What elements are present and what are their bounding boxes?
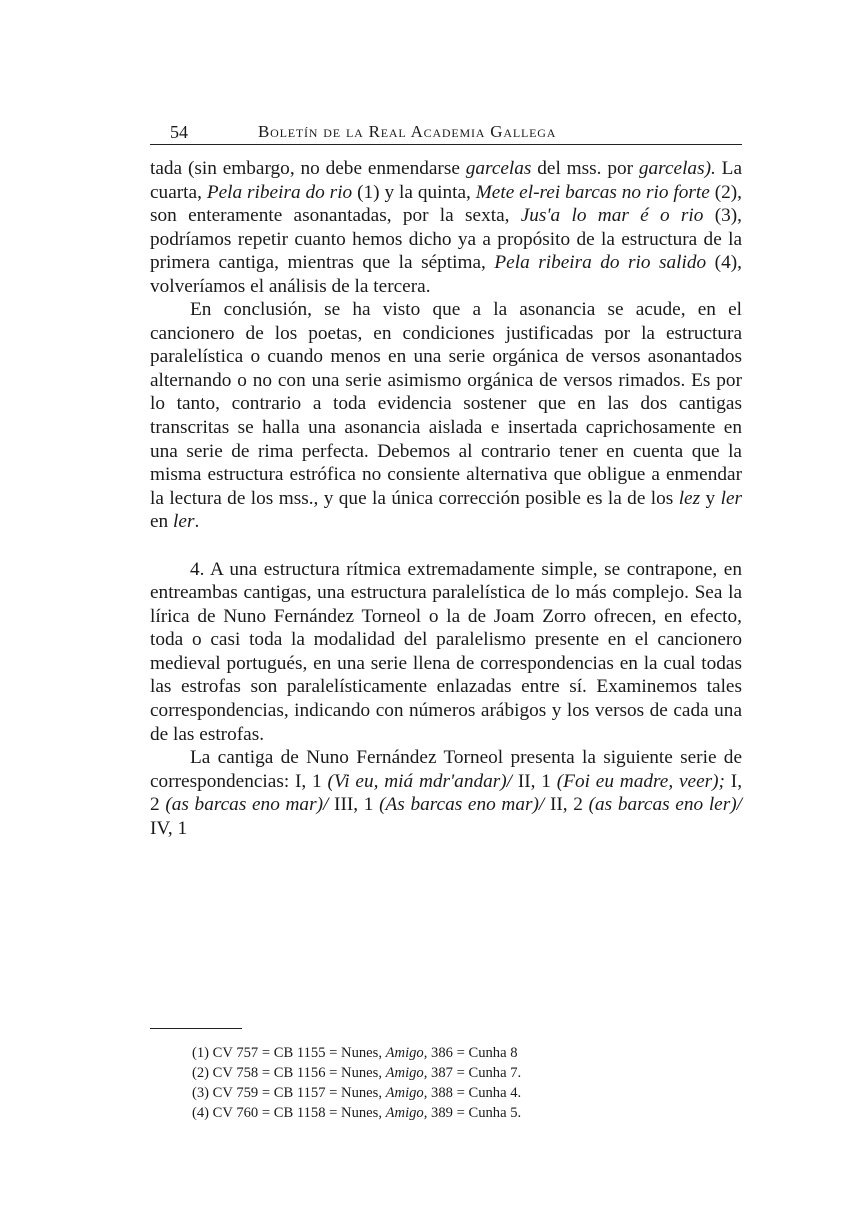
italic-run: (Vi eu, miá mdr'andar)/: [327, 770, 513, 792]
text-run: (4), volveríamos el análisis de la tercera.: [150, 252, 742, 297]
page-body: [150, 157, 742, 840]
italic-run: (as barcas eno mar)/: [165, 794, 329, 816]
running-title: Boletín de la Real Academia Gallega: [258, 122, 557, 141]
text-run: tada (sin embargo, no debe enmendarse: [150, 158, 466, 179]
italic-run: Amigo,: [385, 1065, 428, 1081]
italic-run: ler: [173, 511, 195, 533]
text-run: I, 2: [150, 770, 743, 816]
text-run: II, 1: [512, 770, 557, 792]
text-run: (3), podríamos repetir cuanto hemos dicho ya a propósito de la estructura de la primera cantiga, mientras que la séptima,: [150, 205, 742, 274]
text-run: II, 2: [544, 794, 589, 816]
italic-run: garcelas).: [638, 158, 716, 179]
italic-run: Pela ribeira do rio salido: [494, 252, 707, 274]
paragraph-3: 4. A una estructura rítmica extremadamente simple, se contrapone, en entreambas cantigas, una estructura paralelística de lo más complejo. Sea la lírica de Nuno Fernández Torneol o la de Joam Zorro ofrecen, en efecto, toda o casi toda la modalidad del paralelismo presente en el cancionero medieval portugués, en una serie llena de correspondencias en la cual todas las estrofas son paralelísticamente enlazadas entre sí. Examinemos tales correspondencias, indicando con números arábigos y los versos de cada una de las estrofas.: [150, 558, 742, 745]
text-run: La cantiga de Nuno Fernández Torneol presenta la siguiente serie de correspondencias: I, 1: [150, 747, 742, 792]
text-run: III, 1: [328, 794, 380, 816]
text-run: 388 = Cunha 4.: [427, 1085, 522, 1101]
italic-run: Amigo,: [385, 1105, 428, 1121]
text-run: IV, 1: [150, 817, 188, 839]
text-run: 389 = Cunha 5.: [427, 1105, 522, 1121]
text-run: (2) CV 758 = CB 1156 = Nunes,: [192, 1065, 386, 1081]
italic-run: Pela ribeira do rio: [206, 181, 353, 203]
text-run: En conclusión, se ha visto que a la asonancia se acude, en el cancionero de los poetas, en condiciones justificadas por la estructura paralelística o cuando menos en una serie orgánica de versos asonantados alternando o no con una serie asimismo orgánica de versos rimados. Es por lo tanto, contrario a toda evidencia sostener que en las dos cantigas transcritas se halla una asonancia aislada e insertada caprichosamente en una serie de rima perfecta. Debemos al contrario tener en cuenta que la misma estructura estrófica no consiente alternativa que obligue a enmendar la lectura de los mss., y que la única corrección posible es la de los: [150, 299, 742, 509]
italic-run: lez: [678, 487, 701, 509]
text-run: La cuarta,: [150, 158, 743, 203]
text-run: y: [700, 487, 721, 509]
italic-run: Jus'a lo mar é o rio: [520, 205, 704, 227]
text-run: 387 = Cunha 7.: [427, 1065, 522, 1081]
text-run: del mss. por: [531, 158, 639, 179]
text-run: (3) CV 759 = CB 1157 = Nunes,: [192, 1085, 386, 1101]
footnotes: [192, 1043, 521, 1123]
text-run: 386 = Cunha 8: [427, 1045, 518, 1061]
italic-run: Amigo,: [385, 1045, 428, 1061]
paragraph-1: [150, 157, 742, 298]
running-header: [150, 118, 742, 145]
paragraph-gap: [150, 534, 742, 558]
text-run: (2), son enteramente asonantadas, por la sexta,: [150, 181, 742, 227]
text-run: .: [194, 511, 200, 533]
footnote-3: [192, 1083, 521, 1103]
italic-run: garcelas: [465, 158, 532, 179]
italic-run: Amigo,: [385, 1085, 428, 1101]
page-number: 54: [170, 122, 188, 142]
text-run: (4) CV 760 = CB 1158 = Nunes,: [192, 1105, 386, 1121]
paragraph-4: [150, 746, 742, 840]
italic-run: ler: [720, 487, 743, 509]
italic-run: (As barcas eno mar)/: [379, 794, 545, 816]
italic-run: (Foi eu madre, veer);: [556, 770, 725, 792]
italic-run: Mete el-rei barcas no rio forte: [475, 181, 710, 203]
text-run: (1) CV 757 = CB 1155 = Nunes,: [192, 1045, 386, 1061]
text-run: en: [150, 511, 174, 533]
footnote-rule: [150, 1028, 242, 1029]
footnote-1: [192, 1043, 521, 1063]
text-run: (1) y la quinta,: [352, 181, 476, 203]
footnote-4: [192, 1103, 521, 1123]
paragraph-2: [150, 298, 742, 533]
footnote-2: [192, 1063, 521, 1083]
italic-run: (as barcas eno ler)/: [588, 794, 743, 816]
